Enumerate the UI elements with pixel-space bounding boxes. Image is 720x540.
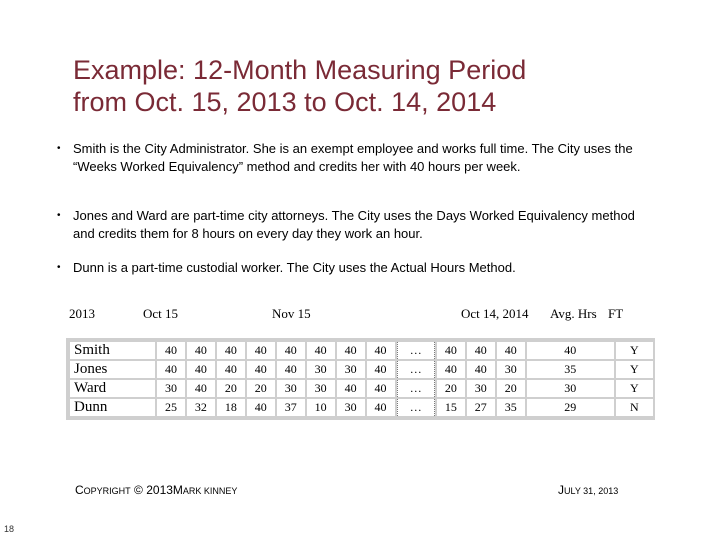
hours-cell: 40 (157, 361, 185, 378)
copyright-word: OPYRIGHT (83, 486, 131, 496)
hours-cell: 27 (467, 399, 495, 416)
hours-cell: 30 (307, 380, 335, 397)
hours-cell: 20 (437, 380, 465, 397)
hours-cell: 30 (497, 361, 525, 378)
table-row (70, 361, 653, 378)
hours-table-frame (66, 338, 655, 420)
full-time-cell: N (616, 399, 653, 416)
hours-cell: 35 (497, 399, 525, 416)
hours-cell: 40 (437, 342, 465, 359)
hours-cell: 30 (337, 361, 365, 378)
table-row (70, 342, 653, 359)
slide-title (73, 54, 693, 118)
avg-hours-cell: 30 (527, 380, 614, 397)
hours-cell: 40 (367, 380, 395, 397)
employee-name-cell: Jones (70, 361, 155, 378)
header-oct14: Oct 14, 2014 (461, 306, 529, 321)
copyright-footer (75, 483, 237, 497)
copyright-year: 2013 (146, 483, 173, 497)
header-oct15: Oct 15 (143, 306, 179, 321)
header-start-year: 2013 (69, 306, 95, 321)
hours-cell: 40 (247, 342, 275, 359)
author-name: ARK KINNEY (182, 486, 238, 496)
hours-cell: 40 (277, 342, 305, 359)
hours-cell: 40 (157, 342, 185, 359)
gap-ellipsis-cell: … (397, 399, 435, 416)
bullet-marker: • (57, 143, 61, 154)
hours-cell: 40 (247, 361, 275, 378)
full-time-cell: Y (616, 361, 653, 378)
hours-cell: 40 (337, 380, 365, 397)
hours-cell: 40 (277, 361, 305, 378)
header-avg-hours: Avg. Hrs (550, 306, 597, 321)
bullet-text: Dunn is a part-time custodial worker. The City uses the Actual Hours Method. (73, 260, 516, 275)
hours-cell: 15 (437, 399, 465, 416)
hours-cell: 30 (467, 380, 495, 397)
header-ft: FT (608, 306, 624, 321)
copyright-symbol: © (134, 483, 143, 497)
hours-cell: 20 (247, 380, 275, 397)
hours-cell: 25 (157, 399, 185, 416)
employee-name-cell: Dunn (70, 399, 155, 416)
gap-ellipsis-cell: … (397, 380, 435, 397)
date-initial: J (558, 483, 564, 497)
hours-cell: 40 (337, 342, 365, 359)
hours-cell: 40 (217, 361, 245, 378)
title-line-1: Example: 12-Month Measuring Period (73, 55, 527, 85)
hours-cell: 40 (467, 361, 495, 378)
bullet-text: Smith is the City Administrator. She is an exempt employee and works full time. The City uses the “Weeks Worked Equivalency” method and credits her with 40 hours per week. (73, 141, 633, 174)
table-row (70, 380, 653, 397)
date-footer (558, 483, 618, 497)
employee-name-cell: Ward (70, 380, 155, 397)
hours-cell: 40 (187, 380, 215, 397)
employee-name-cell: Smith (70, 342, 155, 359)
hours-cell: 18 (217, 399, 245, 416)
hours-cell: 20 (497, 380, 525, 397)
full-time-cell: Y (616, 380, 653, 397)
hours-cell: 32 (187, 399, 215, 416)
bullet-marker: • (57, 210, 61, 221)
hours-cell: 30 (277, 380, 305, 397)
hours-cell: 30 (157, 380, 185, 397)
hours-cell: 40 (217, 342, 245, 359)
hours-cell: 40 (467, 342, 495, 359)
header-nov15: Nov 15 (272, 306, 311, 321)
hours-cell: 20 (217, 380, 245, 397)
hours-cell: 40 (247, 399, 275, 416)
hours-cell: 40 (367, 342, 395, 359)
title-line-2: from Oct. 15, 2013 to Oct. 14, 2014 (73, 87, 497, 117)
hours-cell: 40 (307, 342, 335, 359)
avg-hours-cell: 29 (527, 399, 614, 416)
hours-cell: 40 (367, 361, 395, 378)
date-text: ULY 31, 2013 (564, 486, 619, 496)
full-time-cell: Y (616, 342, 653, 359)
bullet-text: Jones and Ward are part-time city attorneys. The City uses the Days Worked Equivalency method and credits them for 8 hours on every day they work an hour. (73, 208, 635, 241)
bullet-marker: • (57, 262, 61, 273)
gap-ellipsis-cell: … (397, 342, 435, 359)
author-initial: M (172, 483, 183, 497)
hours-table (68, 340, 655, 418)
hours-cell: 30 (307, 361, 335, 378)
page-number: 18 (4, 524, 15, 534)
hours-cell: 40 (437, 361, 465, 378)
avg-hours-cell: 40 (527, 342, 614, 359)
gap-ellipsis-cell: … (397, 361, 435, 378)
hours-cell: 40 (187, 361, 215, 378)
hours-cell: 37 (277, 399, 305, 416)
copyright-initial: C (75, 483, 84, 497)
avg-hours-cell: 35 (527, 361, 614, 378)
table-row (70, 399, 653, 416)
hours-cell: 30 (337, 399, 365, 416)
hours-cell: 40 (187, 342, 215, 359)
hours-cell: 40 (497, 342, 525, 359)
hours-cell: 10 (307, 399, 335, 416)
hours-cell: 40 (367, 399, 395, 416)
